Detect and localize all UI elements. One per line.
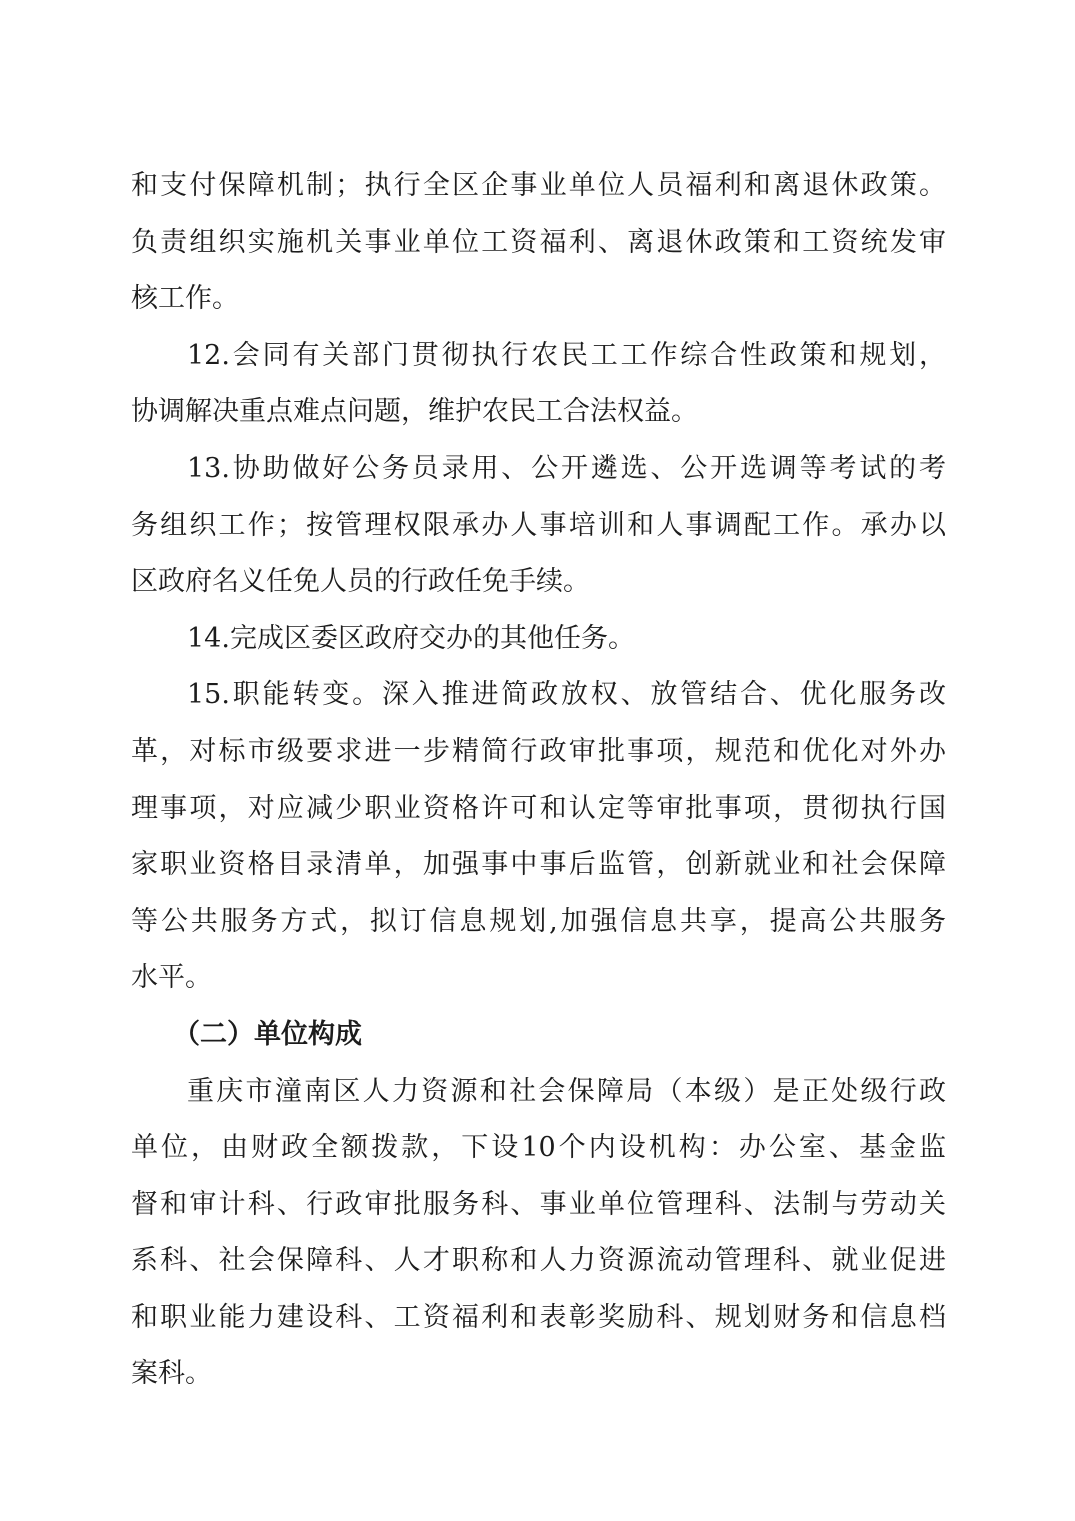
text-line: 14.完成区委区政府交办的其他任务。 [187,622,635,654]
text-line: 15.职能转变。深入推进简政放权、放管结合、优化服务改 [187,679,946,711]
text-line: 务组织工作；按管理权限承办人事培训和人事调配工作。承办以 [131,509,946,541]
text-line: 和职业能力建设科、工资福利和表彰奖励科、规划财务和信息档 [131,1301,946,1333]
text-line: 案科。 [131,1358,212,1390]
paragraph-unit-composition [131,1064,946,1404]
text-line: 水平。 [131,962,212,994]
paragraph-item-12 [131,328,946,441]
text-line: 系科、社会保障科、人才职称和人力资源流动管理科、就业促进 [131,1245,946,1277]
text-line: 重庆市潼南区人力资源和社会保障局（本级）是正处级行政 [187,1075,946,1107]
text-line: 家职业资格目录清单，加强事中事后监管，创新就业和社会保障 [131,849,946,881]
text-line: 负责组织实施机关事业单位工资福利、离退休政策和工资统发审 [131,226,946,258]
text-line: 协调解决重点难点问题，维护农民工合法权益。 [131,396,698,428]
text-line: 12.会同有关部门贯彻执行农民工工作综合性政策和规划， [187,339,946,371]
text-line: 督和审计科、行政审批服务科、事业单位管理科、法制与劳动关 [131,1188,946,1220]
paragraph-item-14 [131,611,946,668]
paragraph-section-11-tail [131,158,946,328]
paragraph-item-13 [131,441,946,611]
document-body [131,158,946,1403]
text-line: 13.协助做好公务员录用、公开遴选、公开选调等考试的考 [187,452,946,484]
text-line: 区政府名义任免人员的行政任免手续。 [131,566,590,598]
text-line: 单位，由财政全额拨款，下设10个内设机构：办公室、基金监 [131,1132,946,1164]
paragraph-item-15 [131,667,946,1007]
text-line: 和支付保障机制；执行全区企事业单位人员福利和离退休政策。 [131,170,946,201]
section-heading: （二）单位构成 [173,1018,362,1050]
text-line: 革，对标市级要求进一步精简行政审批事项，规范和优化对外办 [131,735,946,767]
text-line: 理事项，对应减少职业资格许可和认定等审批事项，贯彻执行国 [131,792,946,824]
text-line: 核工作。 [131,283,239,315]
text-line: 等公共服务方式，拟订信息规划,加强信息共享，提高公共服务 [131,905,946,937]
